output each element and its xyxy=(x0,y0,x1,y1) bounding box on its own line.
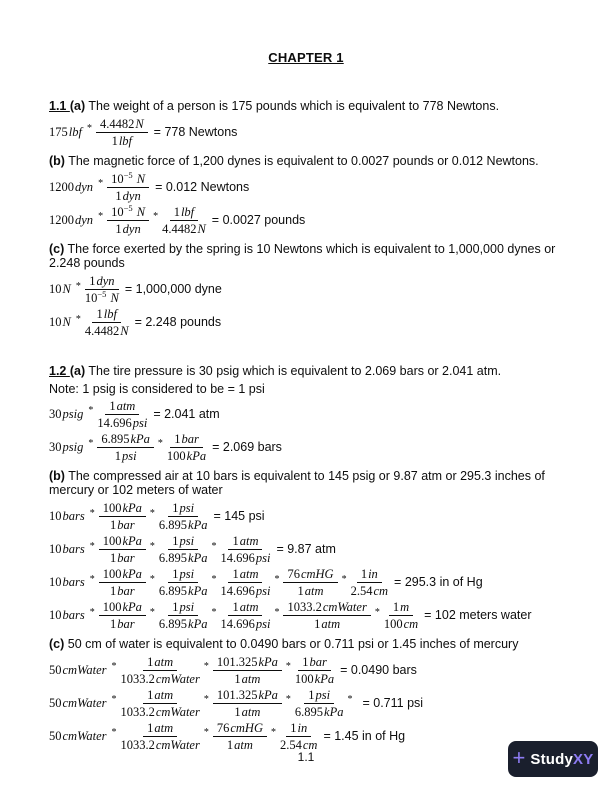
brand-name-secondary: XY xyxy=(573,750,594,768)
equation-lead: 50cmWater xyxy=(49,695,107,710)
multiply-star: * xyxy=(203,694,209,706)
multiply-star: * xyxy=(341,573,347,585)
fraction-numerator: 101.325kPa xyxy=(213,655,282,671)
multiply-star: * xyxy=(88,405,94,417)
fraction xyxy=(97,399,147,430)
fraction-numerator: $10^{-5}$ N xyxy=(107,172,149,188)
equation-lead: 10N xyxy=(49,282,71,297)
equation-result: = 102 meters water xyxy=(424,608,532,623)
multiply-star: * xyxy=(89,507,95,519)
fraction xyxy=(120,688,199,719)
equation-lead: 175lbf xyxy=(49,124,82,139)
fraction-denominator: 1dyn xyxy=(115,188,141,203)
equation xyxy=(49,399,566,430)
part-paragraph xyxy=(49,99,566,114)
fraction-denominator: 1bar xyxy=(110,551,135,565)
fraction-denominator: 100kPa xyxy=(166,448,207,463)
fraction xyxy=(99,600,146,631)
fraction xyxy=(295,688,344,719)
multiply-star: * xyxy=(89,606,95,618)
fraction-denominator: 1atm xyxy=(234,704,261,719)
fraction-denominator: 6.895kPa xyxy=(158,584,208,598)
fraction-denominator: 1bar xyxy=(110,518,135,532)
fraction xyxy=(220,600,270,631)
fraction-denominator: 100kPa xyxy=(294,671,335,686)
multiply-star: * xyxy=(285,694,291,706)
chapter-title: CHAPTER 1 xyxy=(268,50,344,65)
equation-result: = 9.87 atm xyxy=(276,542,336,557)
multiply-star: * xyxy=(75,280,81,292)
brand-name-primary: Study xyxy=(530,750,574,768)
part-text: The magnetic force of 1,200 dynes is equivalent to 0.0027 pounds or 0.012 Newtons. xyxy=(64,153,539,168)
fraction-numerator: 1dyn xyxy=(85,274,118,290)
fraction-denominator: 1dyn xyxy=(115,221,141,236)
fraction xyxy=(213,721,267,752)
fraction-denominator: 2.54cm xyxy=(279,737,318,752)
equation-lead: 30psig xyxy=(49,439,84,454)
multiply-star: * xyxy=(285,661,291,673)
equation-result: = 2.069 bars xyxy=(212,439,282,454)
fraction-numerator: 1psi xyxy=(168,567,198,583)
fraction-numerator: 1atm xyxy=(228,567,262,583)
problem-number: 1.2 xyxy=(49,364,70,378)
part-text: The tire pressure is 30 psig which is equivalent to 2.069 bars or 2.041 atm. xyxy=(85,364,502,378)
equation-result: = 0.711 psi xyxy=(362,695,424,710)
fraction-denominator: 1033.2cmWater xyxy=(120,737,200,752)
fraction xyxy=(295,655,334,686)
fraction xyxy=(85,307,129,338)
equation-lead: 10bars xyxy=(49,608,85,623)
fraction-denominator: 4.4482N xyxy=(162,221,206,236)
fraction xyxy=(159,567,208,598)
fraction xyxy=(107,169,149,203)
equation-lead: 50cmWater xyxy=(49,662,107,677)
fraction-denominator: 6.895kPa xyxy=(294,704,344,719)
fraction-denominator: 2.54cm xyxy=(350,584,389,598)
fraction-denominator: 1atm xyxy=(297,584,324,598)
fraction-denominator: 1psi xyxy=(114,448,137,463)
fraction xyxy=(213,688,282,719)
equation-result: = 145 psi xyxy=(213,509,265,524)
fraction-numerator: 1lbf xyxy=(170,205,198,221)
fraction xyxy=(220,534,270,565)
multiply-star: * xyxy=(98,178,104,190)
fraction-numerator: 100kPa xyxy=(99,567,146,583)
multiply-star: * xyxy=(89,540,95,552)
fraction xyxy=(120,721,199,752)
fraction-numerator: 4.4482N xyxy=(96,117,148,133)
fraction-numerator: 101.325kPa xyxy=(213,688,282,704)
part-text: 50 cm of water is equivalent to 0.0490 bars or 0.711 psi or 1.45 inches of mercury xyxy=(64,637,519,651)
equation xyxy=(49,432,566,463)
fraction-numerator: 1in xyxy=(357,567,382,583)
fraction-denominator: 14.696psi xyxy=(220,617,271,631)
fraction xyxy=(159,600,208,631)
fraction xyxy=(162,205,206,236)
multiply-star: * xyxy=(211,573,217,585)
fraction-numerator: 1atm xyxy=(228,600,262,616)
fraction xyxy=(167,432,206,463)
fraction-numerator: 100kPa xyxy=(99,600,146,616)
fraction-denominator: 14.696psi xyxy=(97,415,148,430)
fraction-numerator: 1bar xyxy=(298,655,331,671)
multiply-star: * xyxy=(211,606,217,618)
multiply-star: * xyxy=(88,438,94,450)
fraction-numerator: 1atm xyxy=(143,721,177,737)
multiply-star: * xyxy=(157,438,163,450)
multiply-star: * xyxy=(270,727,276,739)
multiply-star: * xyxy=(274,573,280,585)
equation-lead: 10N xyxy=(49,315,71,330)
part-label: (c) xyxy=(49,637,65,651)
equation-result: = 295.3 in of Hg xyxy=(394,575,483,590)
fraction-denominator: 1033.2cmWater xyxy=(120,671,200,686)
fraction-numerator: 76cmHG xyxy=(213,721,267,737)
fraction xyxy=(283,567,337,598)
fraction-numerator: 1psi xyxy=(168,534,198,550)
equation-lead: 10bars xyxy=(49,542,85,557)
equation xyxy=(49,600,566,631)
multiply-star: * xyxy=(203,727,209,739)
equation xyxy=(49,655,566,686)
multiply-star: * xyxy=(153,211,159,223)
fraction-numerator: 1atm xyxy=(228,534,262,550)
part-label: (a) xyxy=(69,364,86,378)
fraction xyxy=(351,567,388,598)
equation-result: = 778 Newtons xyxy=(153,124,238,139)
part-text: The compressed air at 10 bars is equivalent to 145 psig or 9.87 atm or 295.3 inches of mercury or 102 meters of water xyxy=(49,468,545,498)
fraction-denominator: 1bar xyxy=(110,584,135,598)
part-paragraph xyxy=(49,637,566,652)
fraction-denominator: 100cm xyxy=(383,617,419,631)
equation-result: = 1,000,000 dyne xyxy=(124,282,222,297)
multiply-star: * xyxy=(149,606,155,618)
equation xyxy=(49,307,566,338)
fraction-denominator: 6.895kPa xyxy=(158,518,208,532)
fraction-numerator: 1atm xyxy=(143,655,177,671)
fraction-denominator: 6.895kPa xyxy=(158,551,208,565)
equation xyxy=(49,567,566,598)
fraction xyxy=(283,600,370,631)
equation-result: = 1.45 in of Hg xyxy=(323,728,406,743)
page-number: 1.1 xyxy=(297,750,315,764)
fraction-denominator: 1atm xyxy=(234,671,261,686)
fraction-numerator: 76cmHG xyxy=(283,567,337,583)
equation-lead: 10bars xyxy=(49,509,85,524)
fraction xyxy=(85,274,119,305)
fraction xyxy=(120,655,199,686)
studyxy-logo xyxy=(508,741,598,777)
fraction xyxy=(159,534,208,565)
fraction xyxy=(159,501,208,532)
multiply-star: * xyxy=(274,606,280,618)
part-paragraph xyxy=(49,469,566,499)
equation-lead: 10bars xyxy=(49,575,85,590)
part-label: (b) xyxy=(49,153,65,168)
equation-result: = 0.0490 bars xyxy=(340,662,417,677)
equation xyxy=(49,117,566,148)
multiply-star: * xyxy=(374,606,380,618)
part-label: (a) xyxy=(69,99,86,113)
multiply-star: * xyxy=(111,661,117,673)
part-paragraph xyxy=(49,364,566,379)
fraction-numerator: 1033.2cmWater xyxy=(283,600,370,616)
multiply-star: * xyxy=(98,211,104,223)
equation-lead: 30psig xyxy=(49,406,84,421)
fraction-numerator: $10^{-5}$ N xyxy=(107,205,149,221)
fraction xyxy=(280,721,317,752)
multiply-star: * xyxy=(149,540,155,552)
fraction-denominator: 1bar xyxy=(110,617,135,631)
fraction-denominator: 1033.2cmWater xyxy=(120,704,200,719)
equation xyxy=(49,721,566,752)
brand-name xyxy=(530,751,593,768)
fraction-numerator: 1psi xyxy=(304,688,334,704)
fraction-numerator: 1in xyxy=(286,721,311,737)
fraction-denominator: 1lbf xyxy=(111,133,133,148)
multiply-star: * xyxy=(111,727,117,739)
fraction-denominator: 14.696psi xyxy=(220,584,271,598)
fraction-numerator: 1psi xyxy=(168,501,198,517)
fraction-denominator: 6.895kPa xyxy=(158,617,208,631)
part-paragraph xyxy=(49,154,566,169)
problem-1.1 xyxy=(49,99,566,338)
fraction xyxy=(99,534,146,565)
plus-icon: + xyxy=(512,745,526,770)
equation xyxy=(49,534,566,565)
part-label: (b) xyxy=(49,468,65,483)
fraction-denominator: 1atm xyxy=(226,737,253,752)
equation-result: = 2.248 pounds xyxy=(134,315,222,330)
part-label: (c) xyxy=(49,241,65,256)
equation-result: = 2.041 atm xyxy=(153,406,220,421)
equation xyxy=(49,688,566,719)
fraction-numerator: 1psi xyxy=(168,600,198,616)
multiply-star: * xyxy=(149,573,155,585)
fraction xyxy=(96,117,148,148)
equation xyxy=(49,501,566,532)
multiply-star: * xyxy=(89,573,95,585)
fraction-numerator: 100kPa xyxy=(99,534,146,550)
multiply-star: * xyxy=(111,694,117,706)
note-line: Note: 1 psig is considered to be = 1 psi xyxy=(49,381,265,396)
fraction xyxy=(220,567,270,598)
fraction xyxy=(99,567,146,598)
equation-lead: 1200dyn xyxy=(49,179,94,194)
fraction xyxy=(97,432,154,463)
fraction-numerator: 100kPa xyxy=(99,501,146,517)
equation xyxy=(49,169,566,203)
fraction-numerator: 1atm xyxy=(105,399,139,415)
fraction-numerator: 6.895kPa xyxy=(97,432,154,448)
fraction xyxy=(213,655,282,686)
problem-1.2 xyxy=(49,364,566,752)
equation xyxy=(49,274,566,305)
equation-lead: 1200dyn xyxy=(49,212,94,227)
fraction-denominator: 1atm xyxy=(314,617,341,631)
fraction-denominator: $10^{-5}$ N xyxy=(84,288,119,305)
part-paragraph xyxy=(49,242,566,272)
fraction-numerator: 1bar xyxy=(170,432,203,448)
multiply-star: * xyxy=(203,661,209,673)
part-text: The weight of a person is 175 pounds which is equivalent to 778 Newtons. xyxy=(85,99,500,113)
equation xyxy=(49,202,566,236)
multiply-star: * xyxy=(347,694,353,706)
equation-lead: 50cmWater xyxy=(49,728,107,743)
fraction-numerator: 1lbf xyxy=(92,307,120,323)
fraction xyxy=(384,600,418,631)
multiply-star: * xyxy=(211,540,217,552)
fraction xyxy=(99,501,146,532)
fraction-numerator: 1m xyxy=(389,600,413,616)
multiply-star: * xyxy=(86,123,92,135)
part-text: The force exerted by the spring is 10 Newtons which is equivalent to 1,000,000 dynes or 2.248 pounds xyxy=(49,241,556,271)
multiply-star: * xyxy=(149,507,155,519)
equation-result: = 0.0027 pounds xyxy=(211,212,306,227)
equation-result: = 0.012 Newtons xyxy=(155,179,250,194)
multiply-star: * xyxy=(75,313,81,325)
fraction-denominator: 14.696psi xyxy=(220,551,271,565)
problem-number: 1.1 xyxy=(49,99,70,113)
document-content xyxy=(0,65,612,752)
fraction-numerator: 1atm xyxy=(143,688,177,704)
fraction xyxy=(107,202,149,236)
fraction-denominator: 4.4482N xyxy=(84,324,129,338)
